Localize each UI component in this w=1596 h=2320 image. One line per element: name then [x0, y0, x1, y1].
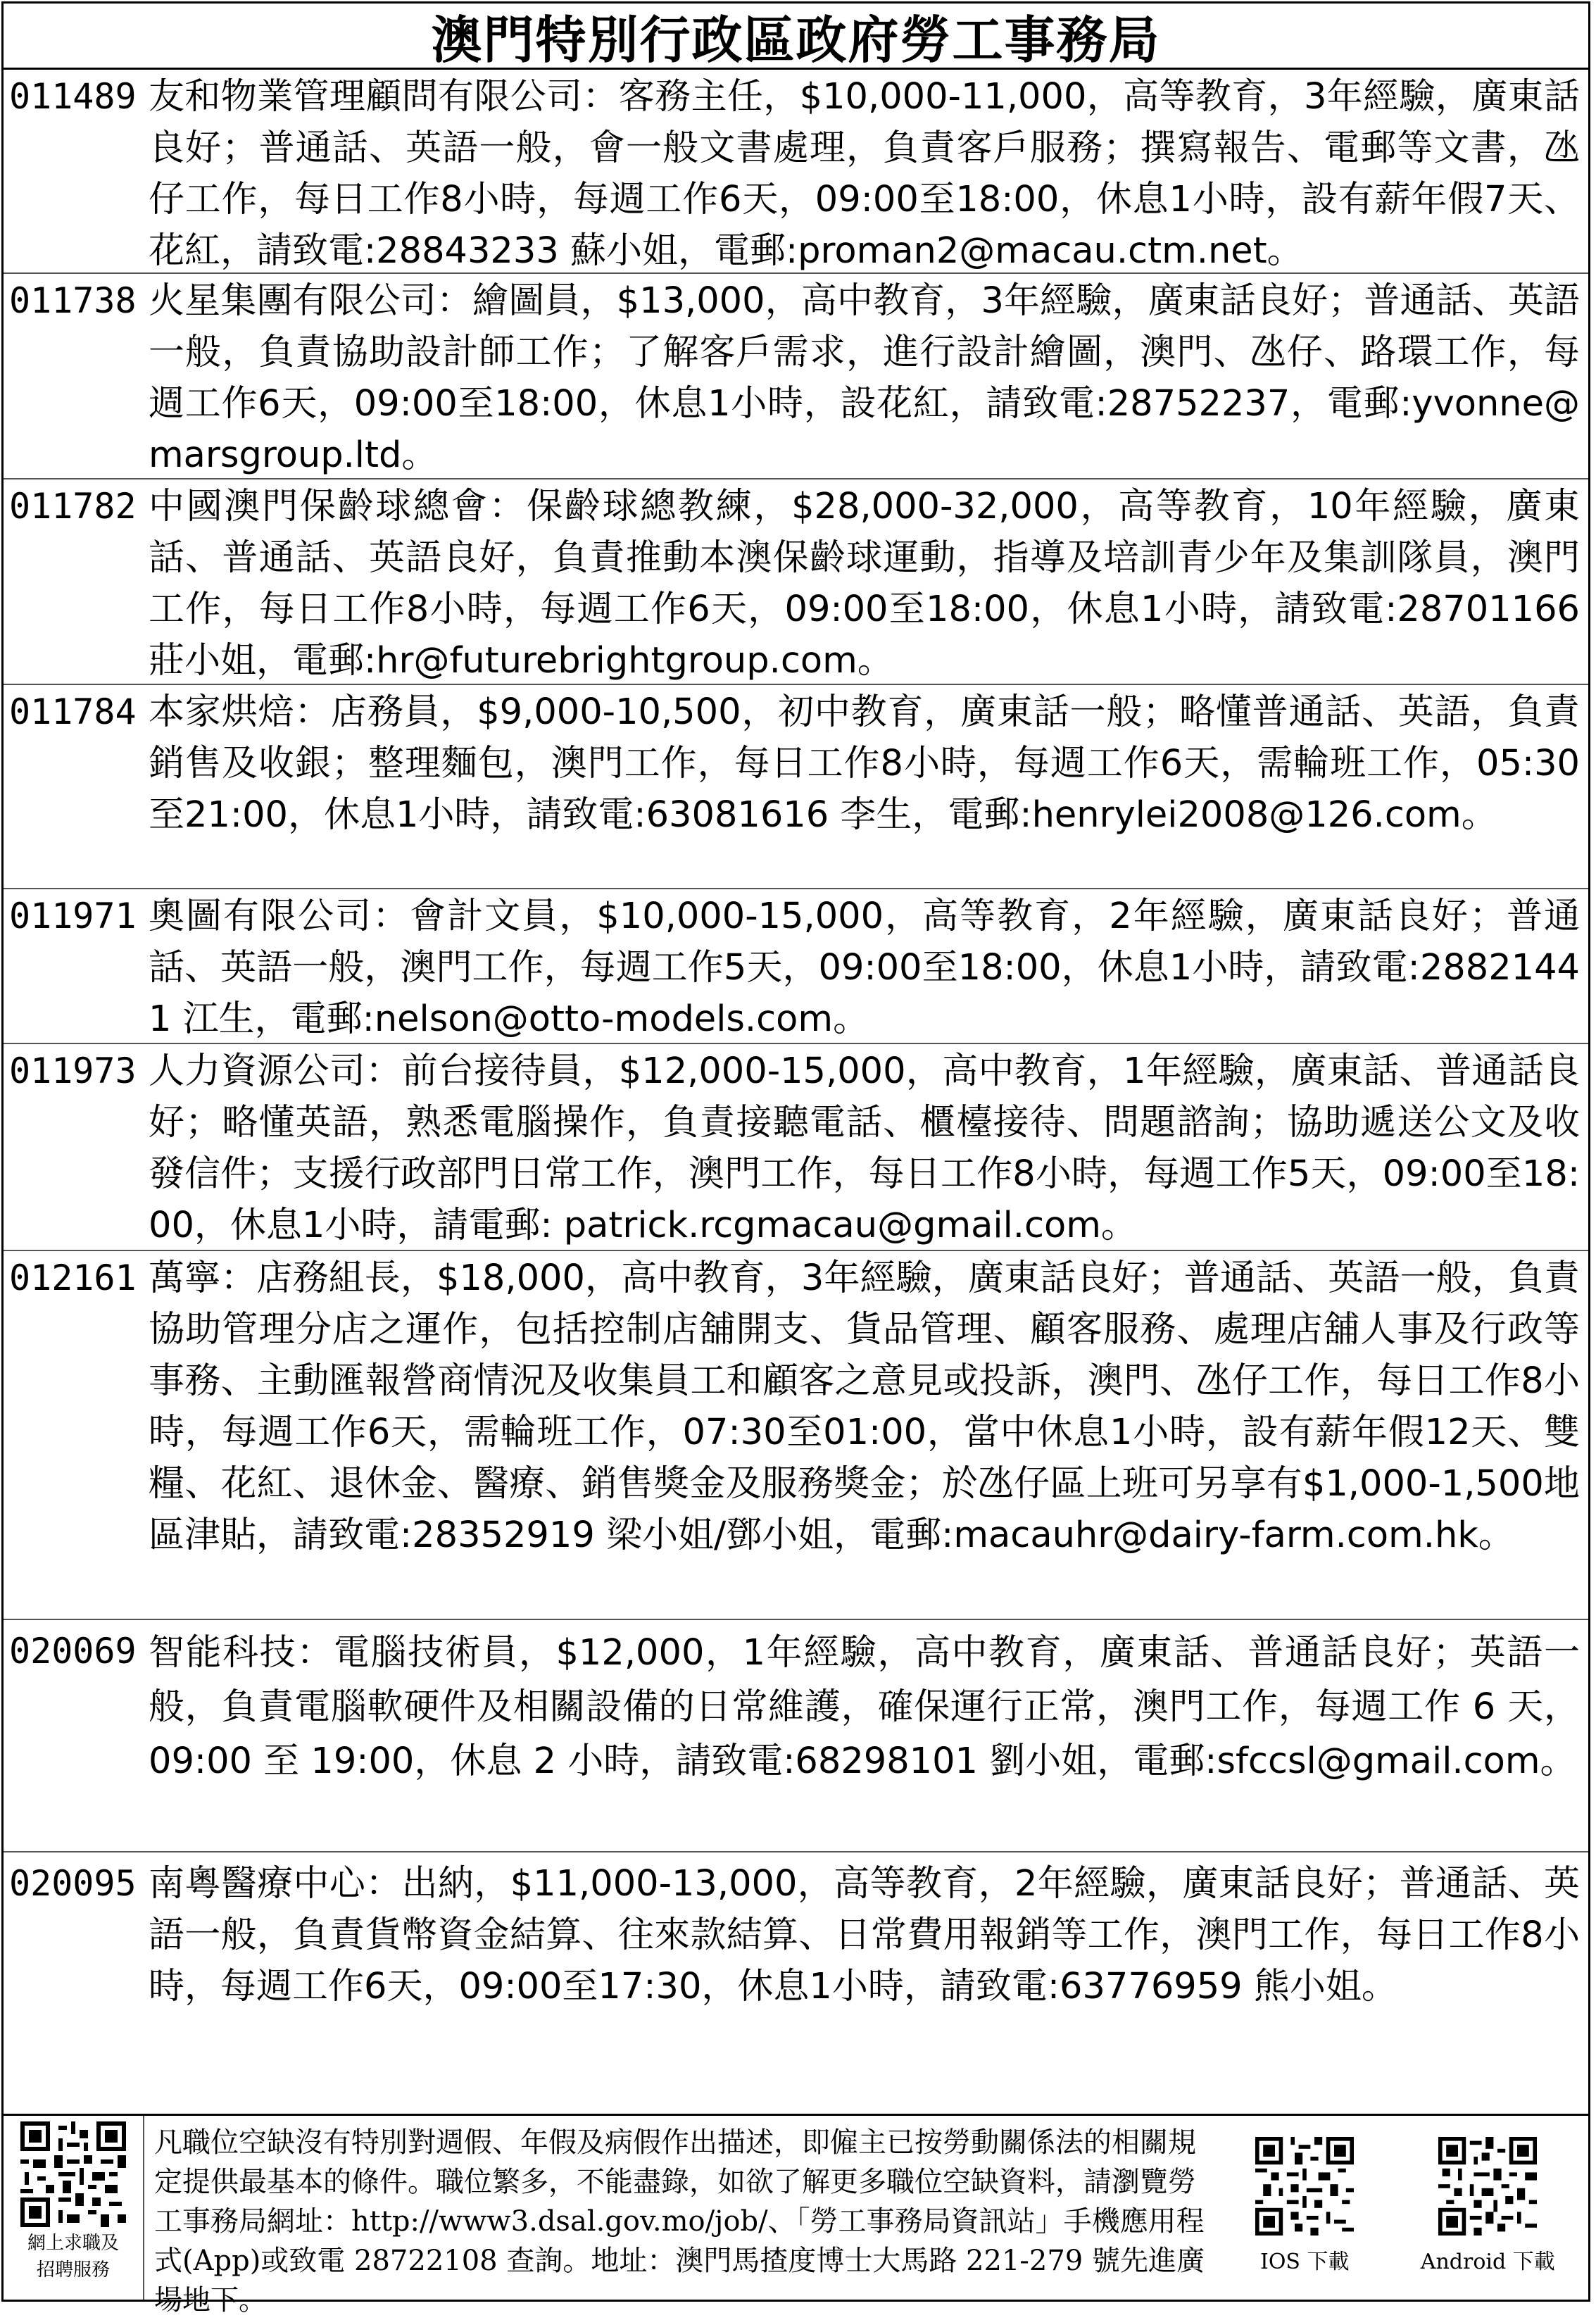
ios-download[interactable] [1255, 2137, 1354, 2300]
job-code: 011738 [9, 280, 137, 321]
job-item [4, 70, 1588, 274]
job-listing-sheet [1, 1, 1590, 2316]
job-description: 本家烘焙：店務員，$9,000-10,500，初中教育，廣東話一般；略懂普通話、英語，負責銷售及收銀；整理麵包，澳門工作，每日工作8小時，每週工作6天，需輪班工作，05:30至21:00，休息1小時，請致電:63081616 李生，電郵:henrylei2008@126.com。 [149, 691, 1580, 836]
job-code: 011784 [9, 691, 137, 732]
job-description: 人力資源公司：前台接待員，$12,000-15,000，高中教育，1年經驗，廣東話、普通話良好；略懂英語，熟悉電腦操作，負責接聽電話、櫃檯接待、問題諮詢；協助遞送公文及收發信件；支援行政部門日常工作，澳門工作，每日工作8小時，每週工作5天，09:00至18:00，休息1小時，請電郵: patrick.rcgmacau@gmail.com。 [149, 1051, 1580, 1246]
app-downloads [1222, 2116, 1588, 2300]
job-item [4, 1251, 1588, 1620]
job-description: 南粵醫療中心：出納，$11,000-13,000，高等教育，2年經驗，廣東話良好；普通話、英語一般，負責貨幣資金結算、往來款結算、日常費用報銷等工作，澳門工作，每日工作8小時，每週工作6天，09:00至17:30，休息1小時，請致電:63776959 熊小姐。 [149, 1863, 1580, 2007]
job-item [4, 274, 1588, 479]
job-item [4, 1620, 1588, 1852]
job-code: 011971 [9, 896, 137, 936]
job-code: 011973 [9, 1051, 137, 1091]
job-item [4, 479, 1588, 685]
qr-caption: 網上求職及 招聘服務 [27, 2233, 119, 2281]
job-code: 020069 [9, 1631, 137, 1672]
footer-notice: 凡職位空缺沒有特別對週假、年假及病假作出描述，即僱主已按勞動關係法的相關規定提供最基本的條件。職位繁多，不能盡錄，如欲了解更多職位空缺資料，請瀏覽勞工事務局網址：http://www3.dsal.gov.mo/job/、「勞工事務局資訊站」手機應用程式(App)或致電 28722108 查詢。地址：澳門馬揸度博士大馬路 221-279 號先進廣場地下。 [143, 2116, 1222, 2300]
qr-code-icon [1438, 2137, 1537, 2236]
job-code: 020095 [9, 1863, 137, 1904]
android-download[interactable] [1421, 2137, 1555, 2300]
job-service-qr [4, 2116, 143, 2300]
page-header [4, 4, 1588, 70]
job-item [4, 1852, 1588, 2064]
job-description: 火星集團有限公司：繪圖員，$13,000，高中教育，3年經驗，廣東話良好；普通話、英語一般，負責協助設計師工作；了解客戶需求，進行設計繪圖，澳門、氹仔、路環工作，每週工作6天，09:00至18:00，休息1小時，設花紅，請致電:28752237，電郵:yvonne@marsgroup.ltd。 [149, 280, 1580, 476]
job-description: 友和物業管理顧問有限公司：客務主任，$10,000-11,000，高等教育，3年經驗，廣東話良好；普通話、英語一般，會一般文書處理，負責客戶服務；撰寫報告、電郵等文書，氹仔工作，每日工作8小時，每週工作6天，09:00至18:00，休息1小時，設有薪年假7天、花紅，請致電:28843233 蘇小姐，電郵:proman2@macau.ctm.net。 [149, 76, 1580, 272]
job-item [4, 889, 1588, 1044]
job-listings [4, 70, 1588, 2064]
qr-code-icon [20, 2121, 126, 2227]
qr-code-icon [1255, 2137, 1354, 2236]
job-description: 中國澳門保齡球總會：保齡球總教練，$28,000-32,000，高等教育，10年經驗，廣東話、普通話、英語良好，負責推動本澳保齡球運動，指導及培訓青少年及集訓隊員，澳門工作，每日工作8小時，每週工作6天，09:00至18:00，休息1小時，請致電:28701166 莊小姐，電郵:hr@futurebrightgroup.com。 [149, 486, 1580, 682]
android-download-label: Android 下載 [1420, 2250, 1555, 2274]
job-code: 011489 [9, 76, 137, 117]
job-description: 萬寧：店務組長，$18,000，高中教育，3年經驗，廣東話良好；普通話、英語一般，負責協助管理分店之運作，包括控制店舖開支、貨品管理、顧客服務、處理店舖人事及行政等事務、主動匯報營商情況及收集員工和顧客之意見或投訴，澳門、氹仔工作，每日工作8小時，每週工作6天，需輪班工作，07:30至01:00，當中休息1小時，設有薪年假12天、雙糧、花紅、退休金、醫療、銷售獎金及服務獎金；於氹仔區上班可另享有$1,000-1,500地區津貼，請致電:28352919 梁小姐/鄧小姐，電郵:macauhr@dairy-farm.com.hk。 [149, 1258, 1580, 1556]
page-title: 澳門特別行政區政府勞工事務局 [431, 10, 1161, 70]
job-item [4, 685, 1588, 889]
job-item [4, 1044, 1588, 1251]
page-footer [4, 2114, 1588, 2316]
job-description: 奧圖有限公司：會計文員，$10,000-15,000，高等教育，2年經驗，廣東話良好；普通話、英語一般，澳門工作，每週工作5天，09:00至18:00，休息1小時，請致電:28821441 江生，電郵:nelson@otto-models.com。 [149, 896, 1580, 1040]
job-code: 011782 [9, 486, 137, 527]
job-description: 智能科技：電腦技術員，$12,000，1年經驗，高中教育，廣東話、普通話良好；英語一般，負責電腦軟硬件及相關設備的日常維護，確保運行正常，澳門工作，每週工作 6 天，09:00 至 19:00，休息 2 小時，請致電:68298101 劉小姐，電郵:sfccsl@gmail.com。 [149, 1632, 1580, 1782]
job-code: 012161 [9, 1258, 137, 1298]
ios-download-label: IOS 下載 [1259, 2250, 1350, 2274]
